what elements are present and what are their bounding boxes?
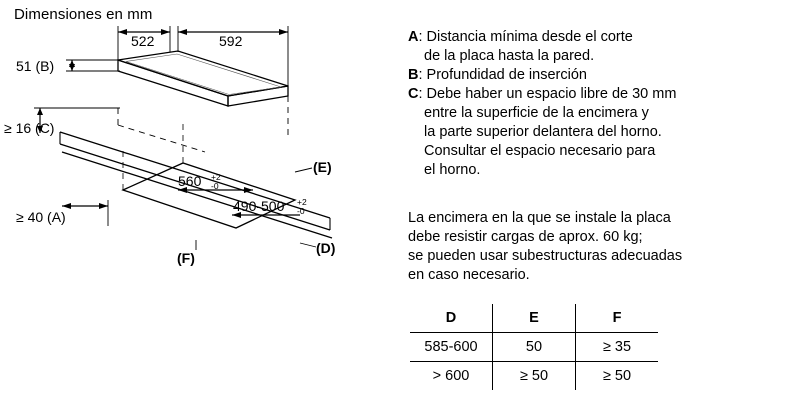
dimension-table [410, 304, 658, 390]
label-560: 560 [178, 173, 202, 189]
note-line-2: se pueden usar subestructuras adecuadas [408, 248, 683, 264]
leader-e [295, 168, 312, 172]
legend-text-a-line-0: : Distancia mínima desde el corte [418, 29, 633, 45]
legend-text-c-line-1: entre la superficie de la encimera y [424, 105, 649, 121]
label-592: 592 [219, 33, 243, 49]
note-line-0: La encimera en la que se instale la placa [408, 210, 671, 226]
hob-front-side [228, 86, 288, 106]
legend-item-b [408, 66, 794, 85]
label-560-tol-minus: -0 [211, 181, 219, 191]
legend-text-c-line-0: : Debe haber un espacio libre de 30 mm [418, 86, 677, 102]
table-header-d: D [410, 304, 493, 333]
construction-line-left [118, 125, 205, 152]
legend-item-a [408, 28, 794, 66]
label-40a: ≥ 40 (A) [16, 209, 66, 225]
table-cell-f-1: ≥ 35 [576, 333, 659, 362]
table-row [410, 333, 658, 362]
legend-key-a: A [408, 29, 419, 45]
table-row [410, 362, 658, 391]
legend-text-c-line-2: la parte superior delantera del horno. [424, 124, 662, 140]
worktop-front-edge [62, 152, 332, 238]
label-f: (F) [177, 250, 195, 266]
table-header-row [410, 304, 658, 333]
legend-text-b-line-0: : Profundidad de inserción [418, 67, 587, 83]
hob-top-face [118, 51, 288, 96]
note-line-3: en caso necesario. [408, 267, 530, 283]
label-522: 522 [131, 33, 155, 49]
label-51b: 51 (B) [16, 58, 55, 74]
table-cell-d-1: 585-600 [410, 333, 493, 362]
label-560-tol-plus: +2 [211, 172, 221, 182]
legend-text-c-line-4: el horno. [424, 162, 481, 178]
legend-text-c-line-3: Consultar el espacio necesario para [424, 143, 656, 159]
page-title: Dimensiones en mm [14, 6, 153, 23]
leader-d [300, 243, 316, 247]
label-490-500: 490-500 [233, 198, 285, 214]
legend-text-a-line-1: de la placa hasta la pared. [424, 48, 595, 64]
label-16c: ≥ 16 (C) [4, 120, 55, 136]
label-490-500-tol-plus: +2 [297, 197, 307, 207]
label-d: (D) [316, 240, 336, 256]
table-header-e: E [493, 304, 576, 333]
table-cell-e-2: ≥ 50 [493, 362, 576, 391]
legend-item-c [408, 85, 794, 180]
legend-key-c: C [408, 86, 419, 102]
table-cell-d-2: > 600 [410, 362, 493, 391]
note-line-1: debe resistir cargas de aprox. 60 kg; [408, 229, 643, 245]
load-capacity-note [408, 209, 794, 285]
label-490-500-tol-minus: -0 [297, 206, 305, 216]
table-cell-e-1: 50 [493, 333, 576, 362]
table-cell-f-2: ≥ 50 [576, 362, 659, 391]
legend-key-b: B [408, 67, 419, 83]
legend-block [408, 28, 794, 180]
hob-left-side [118, 60, 228, 106]
label-e: (E) [313, 159, 332, 175]
table-header-f: F [576, 304, 659, 333]
